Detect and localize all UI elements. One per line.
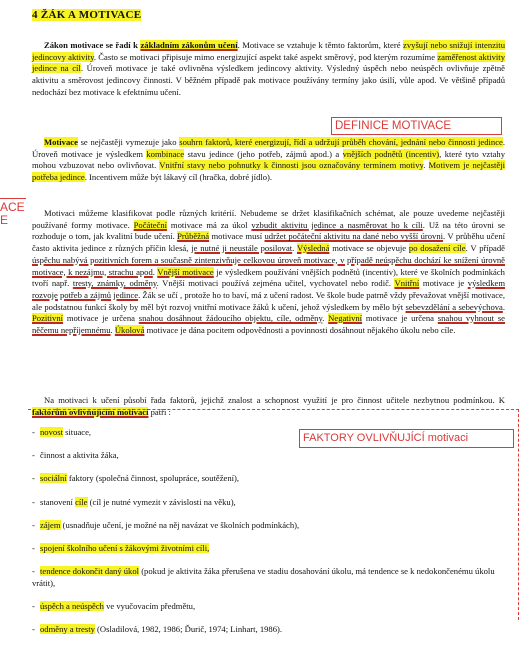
text-run: (usnadňuje učení, je možné na něj navázat ve školních podmínkách),	[60, 519, 300, 530]
text-run: . Vnější motivaci používá zejména učitel, vychovatel nebo rodič.	[156, 278, 395, 289]
text-run: ve vyučovacím předmětu,	[103, 601, 196, 612]
paragraph-forms-of-motivation	[32, 208, 505, 337]
highlight-run: Negativní	[328, 313, 363, 324]
underlined-run: tresty, známky, odměny	[72, 278, 157, 289]
text-run: (cíl je nutné vymezit v závislosti na věku),	[87, 496, 236, 507]
highlight-run: odměny a tresty	[40, 624, 95, 635]
text-run: . Motivace se vztahuje k těmto faktorům, které	[237, 40, 404, 50]
text-run: motivace musí	[209, 231, 265, 242]
text-run: stavu jedince (jeho potřeb, zájmů apod.) a	[184, 148, 343, 159]
highlight-run: Vnitřní	[394, 278, 420, 289]
highlight-run: základním zákonům učení	[140, 40, 238, 50]
highlight-run: souhrn faktorů, které energizují, řídí a udržují průběh chování, jednání nebo činnosti jedince	[179, 137, 503, 147]
text-run: situace,	[62, 427, 92, 437]
factor-list	[32, 427, 507, 648]
text-run: faktory (společná činnost, spolupráce, soutěžení),	[66, 473, 240, 484]
chapter-heading: 4 ŽÁK A MOTIVACE	[32, 9, 142, 21]
text-run: .	[502, 301, 506, 312]
highlight-run: Motivace	[44, 137, 78, 147]
list-item: - novost situace,	[32, 427, 92, 437]
highlight-run: cíle	[75, 496, 88, 507]
highlight-run: kombinace	[146, 148, 185, 159]
highlight-run: sociální	[40, 473, 67, 484]
highlight-run: zaměřenost aktivity jedince na cíl	[32, 51, 505, 74]
annotation-definition-label: DEFINICE MOTIVACE	[331, 117, 502, 135]
underlined-run: sebevzdělání a sebevýchova	[405, 301, 503, 312]
text-run: . Úroveň motivace je také ovlivněna výsledkem jedincovy aktivity. Výsledný úspěch nebo neúspěch ovlivňuje zpětně aktivitu a směrovost jedincovy činnosti. V běžném případě pak motivace používány termíny jako úsilí, vůle apod. Ve většině případů nedochází bez motivace k efektnímu učení.	[32, 63, 505, 97]
text-run: (pokud je aktivita žáka přerušena ve stadiu dosahování úkolu, má tendence se k nedokončenému úkolu vrátit),	[32, 566, 495, 588]
text-run: motivace má za úkol	[167, 219, 252, 230]
underlined-run: udržet počáteční aktivitu na dané nebo vyšší úrovni	[264, 231, 444, 242]
annotation-factors-label: FAKTORY OVLIVŇUJÍCÍ motivaci	[299, 429, 514, 448]
highlight-run: úspěch a neúspěch	[40, 601, 104, 612]
list-item: - odměny a tresty (Osladilová, 1982, 1986; Ďurič, 1974; Linhart, 1986).	[32, 624, 283, 635]
text-run: motivace se objevuje	[329, 243, 409, 254]
text-run: stanovení	[40, 496, 76, 507]
highlight-run: faktorům ovlivňujícím motivaci	[32, 406, 149, 417]
text-run: motivace je určena	[63, 313, 139, 324]
paragraph-motivation-definition	[32, 137, 505, 184]
list-item: - stanovení cíle (cíl je nutné vymezit v závislosti na věku),	[32, 496, 236, 507]
text-run: Zákon motivace se řadí k	[44, 40, 141, 50]
list-item: - spojení školního učení s žákovými životními cíli,	[32, 543, 210, 554]
text-run: . Už na této úrovni se rozhoduje o tom, jak kvalitní bude učení.	[32, 219, 505, 242]
text-run: Na motivaci k učení působí řada faktorů, jejichž znalost a schopnost využití je pro činnost učitele nezbytnou podmínkou. K	[44, 395, 505, 405]
highlight-run: Vnitřní stavy nebo pohnutky k činnosti jsou označovány termínem motivy	[159, 160, 424, 171]
highlight-run: zájem	[40, 519, 61, 530]
underlined-run: vzbudit aktivitu jedince a nasměrovat ho k cíli	[251, 219, 423, 230]
list-item: - činnost a aktivita žáka,	[32, 450, 119, 461]
underlined-run: snahou vyhnout se něčemu nepříjemnému	[32, 313, 505, 336]
text-run: . Incentivem může být lákavý cíl (hračka, dobré jídlo).	[84, 172, 273, 183]
text-run: . Často se motivaci připisuje mimo energizující aspekt také aspekt směrový, pod kterým rozumíme	[93, 51, 438, 62]
text-run: .	[292, 243, 297, 254]
highlight-run: zvyšují nebo snižují intenzitu jedincovy aktivity	[32, 40, 505, 62]
highlight-run: po dosažení cíle	[408, 243, 466, 254]
text-run: .	[322, 313, 329, 324]
text-run: . Žák se učí , protože ho to baví, má z učení radost. Ve škole bude patrně vždy převažovat vnější motivace, ale podstatnou funkcí školy by měl být rozvoj vnitřní motivace žáků k učení, jehož výsledkem by mělo být	[32, 289, 505, 312]
text-run: , které tyto vztahy mohou vzbuzovat nebo ovlivňovat.	[32, 148, 505, 171]
highlight-run: Výsledná	[296, 243, 330, 254]
text-run: Motivaci můžeme klasifikovat podle různých kritérií. Nebudeme se držet klasifikačních schémat, ale pouze uvedeme nejčastěji používané formy motivace.	[32, 208, 505, 230]
highlight-run: Pozitivní	[32, 313, 64, 324]
underlined-run: výsledkem rozvoje potřeb a zájmů jedince	[32, 278, 505, 300]
text-run: . V průběhu učení často aktivita jedince z různých příčin klesá,	[32, 231, 506, 254]
text-run: je výsledkem používání vnějších podnětů (incentiv), které ve školních podmínkách tvoří např.	[32, 266, 505, 289]
list-item: - sociální faktory (společná činnost, spolupráce, soutěžení),	[32, 473, 240, 484]
text-run: .	[152, 266, 158, 277]
underlined-run: úspěchu nabývá pozitivních forem a současně zintenzivňuje celkovou úroveň motivace, v případě neúspěchu dochází ke snížení úrovně motivace, k nezájmu, strachu apod	[32, 254, 505, 277]
highlight-run: vnějších podnětů (incentiv)	[342, 148, 440, 159]
text-run: se nejčastěji vymezuje jako	[77, 137, 180, 147]
highlight-run: Motivem je nejčastěji potřeba jedince	[32, 160, 505, 183]
text-run: činnost a aktivita žáka,	[40, 450, 119, 461]
highlight-run: Vnější motivace	[157, 266, 214, 277]
highlight-run: Úkolová	[114, 325, 145, 336]
text-run: motivace je dána pocitem odpovědnosti a povinnosti dosáhnout nějakého úkolu nebo cíle.	[144, 325, 456, 336]
text-run: . V případě	[465, 243, 505, 254]
highlight-run: Počáteční	[133, 219, 168, 230]
annotation-line	[0, 198, 26, 199]
list-item: - zájem (usnadňuje učení, je možné na něj navázat ve školních podmínkách),	[32, 519, 300, 530]
list-item: - úspěch a neúspěch ve vyučovacím předmětu,	[32, 601, 196, 612]
text-run: motivace je určena	[362, 313, 438, 324]
cut-off-annotation: ACE E	[0, 200, 25, 227]
text-run: patří :	[148, 406, 171, 417]
highlight-run: tendence dokončit daný úkol	[40, 566, 140, 577]
text-run: .	[110, 325, 115, 336]
text-run: .	[423, 160, 429, 171]
text-run: . Úroveň motivace je výsledkem	[32, 137, 505, 159]
underlined-run: je nutné ji neustále posilovat	[191, 243, 293, 254]
underlined-run: snahou dosáhnout žádoucího objektu, cíle, odměny	[138, 313, 323, 324]
list-item: - tendence dokončit daný úkol (pokud je aktivita žáka přerušena ve stadiu dosahování úkolu, má tendence se k nedokončenému úkolu vrátit),	[32, 566, 495, 588]
highlight-run: novost	[40, 427, 63, 437]
highlight-run: spojení školního učení s žákovými životními cíli,	[40, 543, 210, 554]
text-run: motivace je	[419, 278, 468, 289]
paragraph-law-of-motivation	[32, 40, 505, 99]
highlight-run: Průběžná	[177, 231, 210, 242]
text-run: (Osladilová, 1982, 1986; Ďurič, 1974; Linhart, 1986).	[94, 624, 283, 635]
